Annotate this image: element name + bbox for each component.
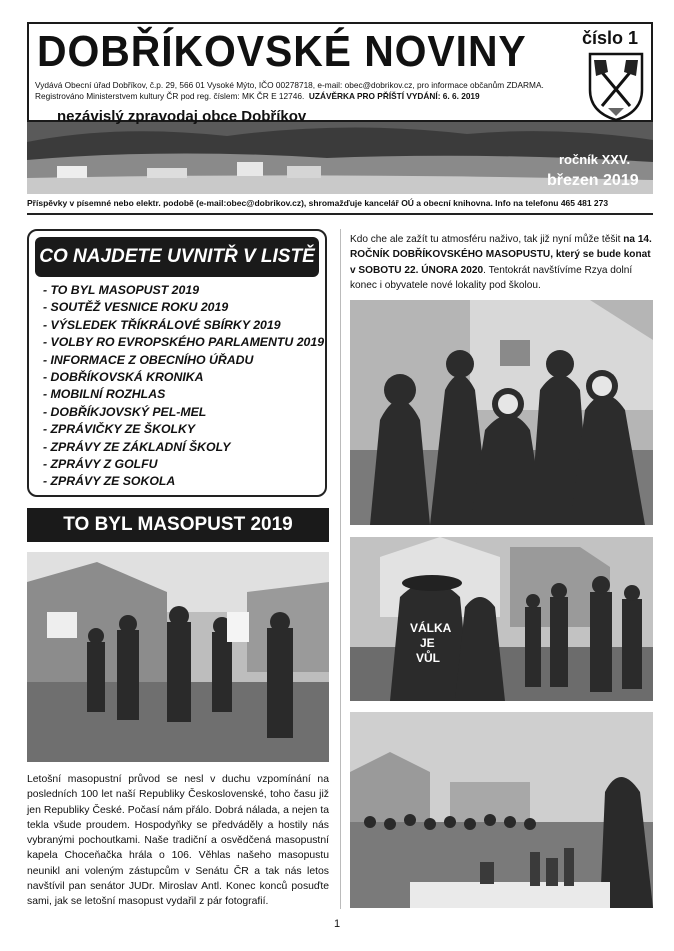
village-crest-icon bbox=[586, 50, 646, 122]
issue-number: číslo 1 bbox=[582, 28, 639, 48]
article-heading: TO BYL MASOPUST 2019 bbox=[27, 508, 329, 542]
contents-item: - VOLBY RO EVROPSKÉHO PARLAMENTU 2019 bbox=[43, 335, 325, 350]
tagline: nezávislý zpravodaj obce Dobříkov bbox=[57, 108, 307, 125]
sign-text-line-1: VÁLKA bbox=[410, 621, 452, 635]
contents-item: - MOBILNÍ ROZHLAS bbox=[43, 387, 166, 402]
contents-item: - ZPRÁVY ZE ZÁKLADNÍ ŠKOLY bbox=[43, 439, 231, 454]
volume-label: ročník XXV. bbox=[559, 152, 631, 167]
column-divider bbox=[340, 229, 341, 909]
masthead bbox=[27, 22, 653, 194]
contents-item: - ZPRÁVY Z GOLFU bbox=[43, 457, 158, 472]
sign-text-line-3: VŮL bbox=[416, 651, 440, 665]
costumed-group-photo bbox=[350, 300, 653, 525]
intro-text-end: . Tentokrát navštívíme Rzya dolní konec i obyvatele nové lokality pod školou. bbox=[350, 264, 633, 291]
issue-date: březen 2019 bbox=[547, 172, 639, 189]
publisher-line: Vydává Obecní úřad Dobříkov, č.p. 29, 566 01 Vysoké Mýto, IČO 00278718, e-mail: obec@dobrikov.cz, pro informace občanům ZDARMA. bbox=[35, 80, 544, 90]
registration-line: Registrováno Ministerstvem kultury ČR pod reg. číslem: MK ČR E 12746. bbox=[35, 91, 305, 101]
deadline: UZÁVĚRKA PRO PŘÍŠTÍ VYDÁNÍ: 6. 6. 2019 bbox=[308, 91, 480, 101]
contents-list bbox=[43, 282, 324, 491]
village-street-photo bbox=[350, 537, 653, 701]
masthead-header bbox=[27, 22, 653, 122]
contents-item: - SOUTĚŽ VESNICE ROKU 2019 bbox=[43, 300, 229, 315]
publisher-info bbox=[35, 80, 544, 102]
divider bbox=[27, 213, 653, 215]
contents-box bbox=[27, 229, 327, 497]
contents-item: - DOBŘÍKJOVSKÝ PEL-MEL bbox=[43, 404, 207, 419]
next-event-announcement: na 14. ROČNÍK DOBŘÍKOVSKÉHO MASOPUSTU, který se bude konat v SOBOTU 22. ÚNORA 2020 bbox=[350, 234, 652, 276]
article-intro bbox=[350, 232, 652, 293]
contents-item: - TO BYL MASOPUST 2019 bbox=[43, 283, 200, 297]
sign-text-line-2: JE bbox=[420, 636, 435, 650]
contributions-info: Příspěvky v písemné nebo elektr. podobě (e-mail:obec@dobrikov.cz), shromažďuje kancelář OÚ a obecní knihovna. Info na telefonu 465 481 273 bbox=[27, 198, 609, 208]
contents-item: - VÝSLEDEK TŘÍKRÁLOVÉ SBÍRKY 2019 bbox=[43, 317, 281, 332]
contents-heading: CO NAJDETE UVNITŘ V LISTĚ bbox=[35, 237, 319, 277]
refreshment-table-photo bbox=[350, 712, 653, 908]
page-number: 1 bbox=[334, 918, 341, 930]
contents-item: - ZPRÁVIČKY ZE ŠKOLKY bbox=[43, 422, 196, 437]
newspaper-title: DOBŘÍKOVSKÉ NOVINY bbox=[37, 27, 527, 76]
contents-item: - ZPRÁVY ZE SOKOLA bbox=[43, 474, 176, 489]
article-body: Letošní masopustní průvod se nesl v duchu vzpomínání na posledních 100 let naší Republiky Československé, toho času již jen Republiky České. Počasí nám přálo. Dobrá nálada, a nejen ta tekla všude proudem. Hospodyňky se předváděly a hostily nás vybranými pochoutkami. Naše tradiční a osvědčená masopustní kapela Choceňačka hrála o 106. Věhlas našeho masopustu neunikl ani voleným zástupcům v Senátu ČR a tak nás letos navštívil pan senátor JUDr. Miroslav Antl. Konec konců posuďte sami, jak se letošní masopust vydařil z pár fotografií. bbox=[27, 774, 329, 908]
contents-item: - INFORMACE Z OBECNÍHO ÚŘADU bbox=[43, 352, 254, 367]
parade-photo bbox=[27, 552, 329, 762]
intro-text: Kdo che ale zažít tu atmosféru naživo, tak již nyní může těšit bbox=[350, 234, 624, 245]
contents-item: - DOBŘÍKOVSKÁ KRONIKA bbox=[43, 370, 204, 385]
